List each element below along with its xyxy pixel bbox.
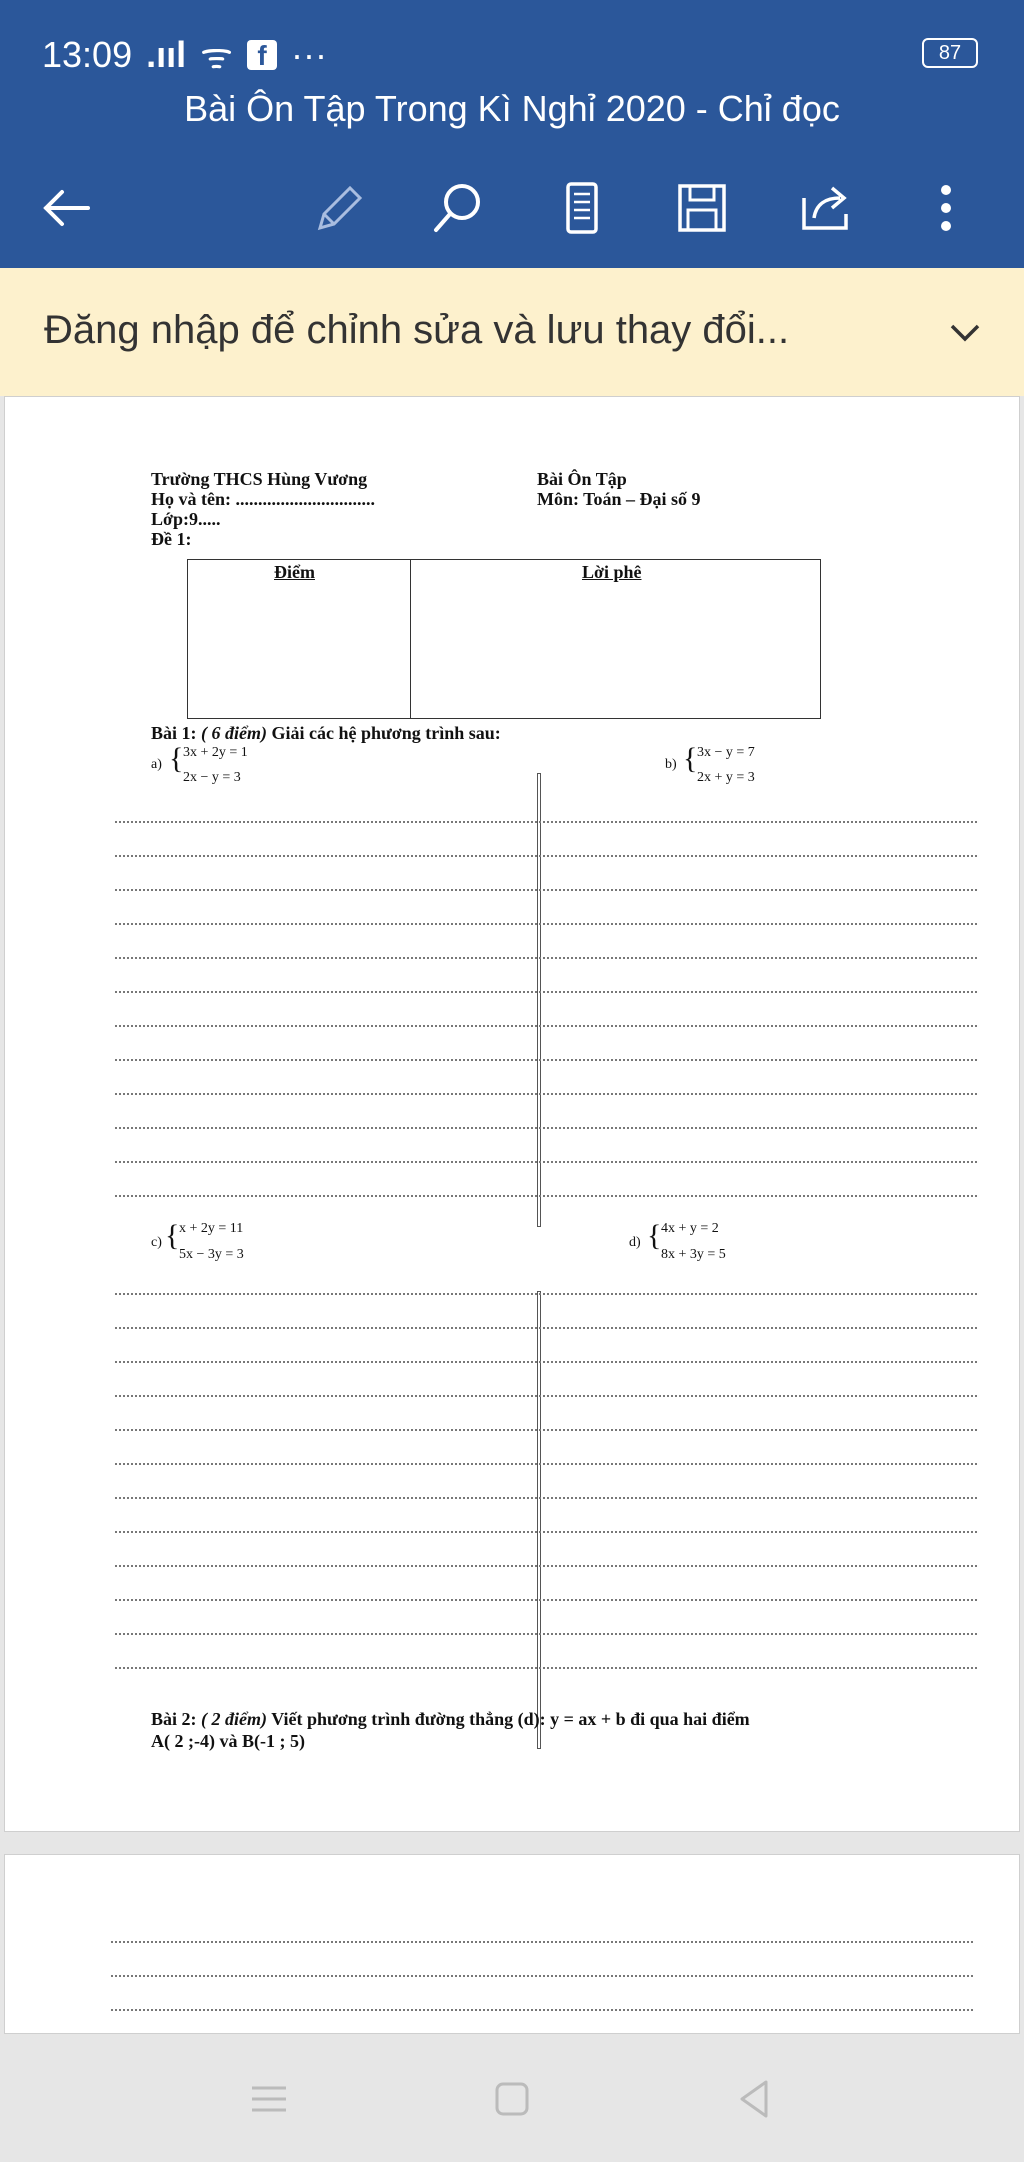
navigation-bar [0, 2034, 1024, 2162]
question-2-label: Bài 2: [151, 1709, 197, 1729]
system-b-label: b) [665, 757, 677, 772]
brace-icon: { [169, 742, 184, 775]
back-arrow-icon[interactable] [36, 178, 96, 238]
answer-line [115, 889, 977, 891]
back-icon[interactable] [730, 2074, 780, 2124]
brace-icon: { [165, 1219, 180, 1252]
exam-number: Đề 1: [151, 529, 192, 549]
answer-line [115, 821, 977, 823]
question-1-points: ( 6 điểm) [201, 723, 267, 743]
menu-icon[interactable] [244, 2074, 294, 2124]
battery-icon: 87 [922, 38, 978, 68]
share-icon[interactable] [796, 178, 856, 238]
answer-line [115, 1161, 977, 1163]
facebook-icon: f [247, 40, 277, 70]
score-header: Điểm [274, 562, 315, 582]
answer-line [115, 1195, 977, 1197]
answer-line [115, 1531, 977, 1533]
answer-line [115, 1667, 977, 1669]
answer-line [115, 1127, 977, 1129]
system-a-eq2: 2x − y = 3 [183, 770, 241, 785]
answer-line [115, 1059, 977, 1061]
system-d-eq2: 8x + 3y = 5 [661, 1247, 726, 1262]
wifi-icon: ᯤ [200, 35, 233, 76]
question-1-label: Bài 1: [151, 723, 197, 743]
question-2-points-line: A( 2 ;-4) và B(-1 ; 5) [151, 1731, 305, 1751]
answer-line [115, 991, 977, 993]
table-divider [410, 560, 411, 718]
system-d-label: d) [629, 1235, 641, 1250]
home-icon[interactable] [487, 2074, 537, 2124]
answer-line [115, 957, 977, 959]
grade-table [187, 559, 821, 719]
document-page-2 [4, 1854, 1020, 2034]
mobile-view-icon[interactable] [552, 178, 612, 238]
save-icon[interactable] [672, 178, 732, 238]
system-b-eq2: 2x + y = 3 [697, 770, 755, 785]
brace-icon: { [647, 1219, 662, 1252]
app-bar [0, 0, 1024, 268]
answer-line [115, 1633, 977, 1635]
subject: Môn: Toán – Đại số 9 [537, 489, 701, 509]
system-c-eq1: x + 2y = 11 [179, 1221, 244, 1236]
answer-line [115, 855, 977, 857]
answer-line [111, 2009, 973, 2011]
answer-line [115, 1395, 977, 1397]
document-title: Bài Ôn Tập Trong Kì Nghỉ 2020 - Chỉ đọc [184, 88, 840, 129]
brace-icon: { [683, 742, 698, 775]
column-divider [537, 1291, 541, 1749]
answer-line [115, 923, 977, 925]
system-a-eq1: 3x + 2y = 1 [183, 745, 248, 760]
answer-line [115, 1093, 977, 1095]
answer-line [115, 1429, 977, 1431]
comment-header: Lời phê [582, 562, 642, 582]
chevron-down-icon[interactable] [940, 308, 990, 358]
answer-line [111, 1975, 973, 1977]
system-d-eq1: 4x + y = 2 [661, 1221, 719, 1236]
question-2-heading [151, 1709, 750, 1730]
status-bar [42, 30, 327, 79]
question-2-points: ( 2 điểm) [201, 1709, 267, 1729]
system-a-label: a) [151, 757, 162, 772]
more-options-icon[interactable] [916, 178, 976, 238]
column-divider [537, 773, 541, 1227]
clock: 13:09 [42, 33, 133, 75]
answer-line [115, 1599, 977, 1601]
school-name: Trường THCS Hùng Vương [151, 469, 368, 489]
system-b-eq1: 3x − y = 7 [697, 745, 755, 760]
answer-line [115, 1327, 977, 1329]
edit-pencil-icon[interactable] [308, 178, 368, 238]
answer-line [111, 1941, 973, 1943]
system-c-eq2: 5x − 3y = 3 [179, 1247, 244, 1262]
student-name-field: Họ và tên: ............................... [151, 489, 375, 509]
answer-line [115, 1565, 977, 1567]
search-icon[interactable] [428, 178, 488, 238]
sign-in-banner[interactable] [0, 268, 1024, 396]
signal-icon: .ııl [146, 33, 187, 75]
more-notifications-icon: ··· [290, 33, 327, 75]
class-field: Lớp:9..... [151, 509, 221, 529]
sign-in-banner-text: Đăng nhập để chỉnh sửa và lưu thay đổi... [44, 308, 790, 352]
document-heading: Bài Ôn Tập [537, 469, 627, 489]
question-2-text: Viết phương trình đường thẳng (d): y = ax + b đi qua hai điểm [271, 1709, 750, 1729]
answer-line [115, 1463, 977, 1465]
answer-line [115, 1293, 977, 1295]
toolbar [0, 160, 1024, 250]
system-c-label: c) [151, 1235, 162, 1250]
answer-line [115, 1497, 977, 1499]
question-1-text: Giải các hệ phương trình sau: [271, 723, 501, 743]
question-1-heading [151, 723, 501, 744]
answer-line [115, 1361, 977, 1363]
answer-line [115, 1025, 977, 1027]
document-page [4, 396, 1020, 1832]
